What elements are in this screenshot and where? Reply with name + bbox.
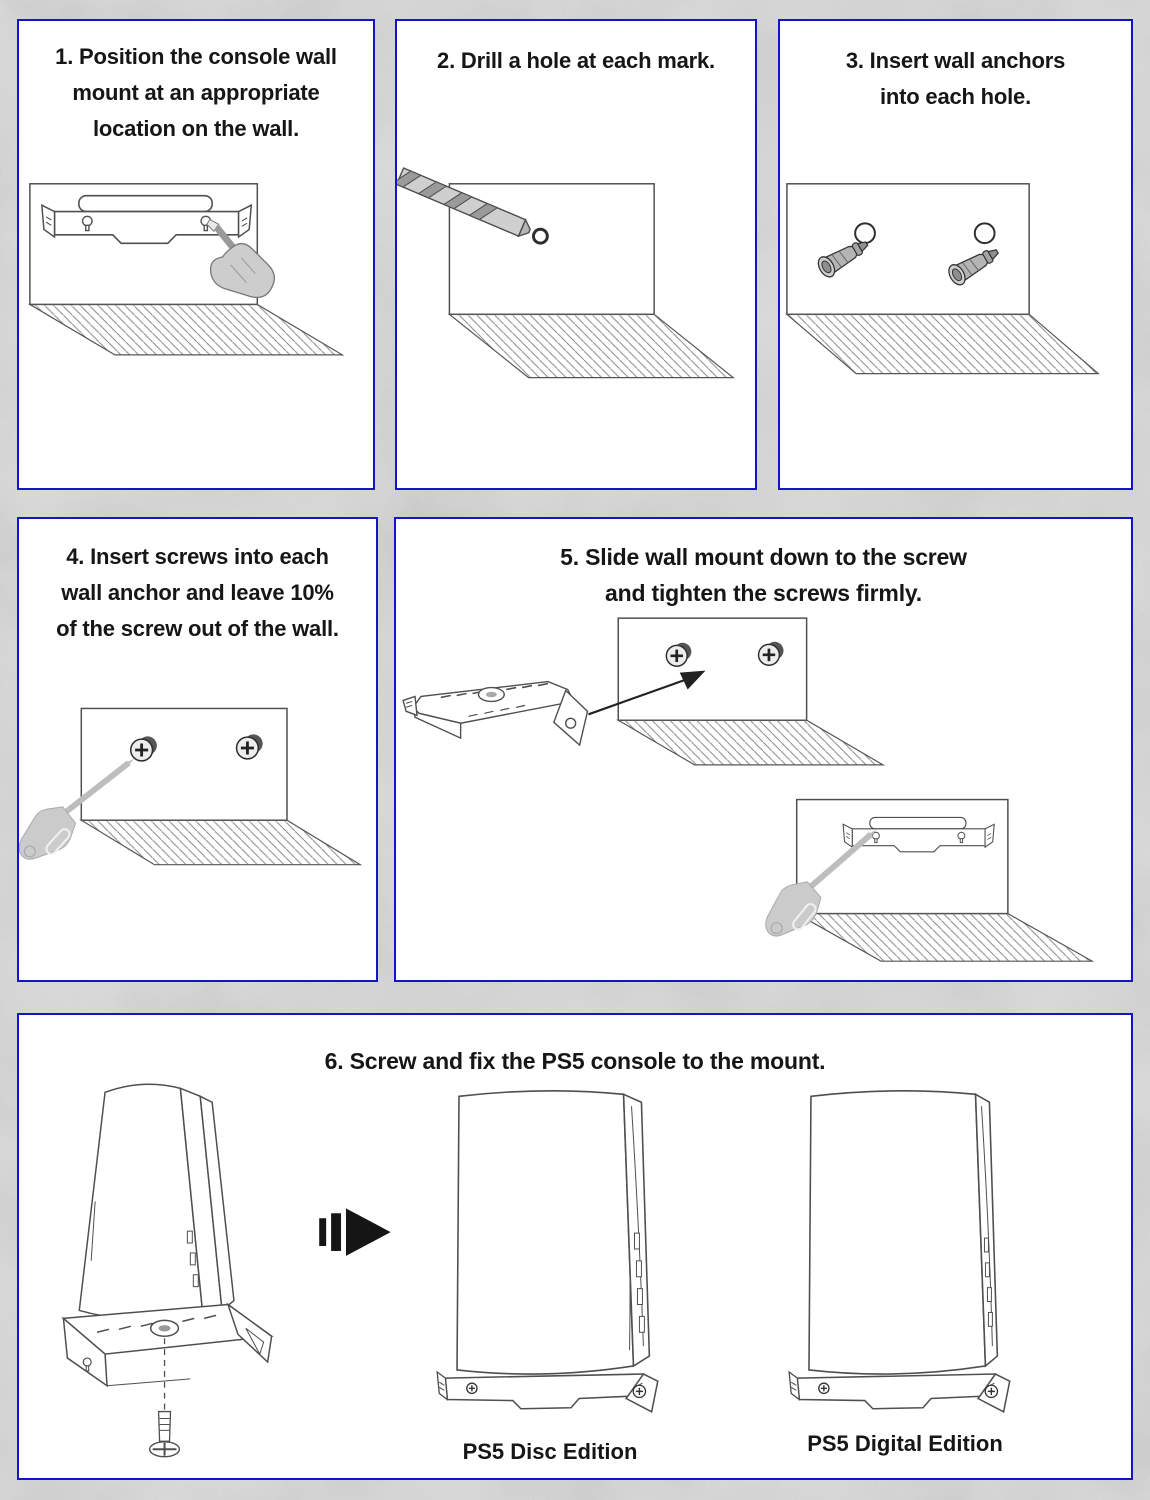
step-4-panel (17, 517, 378, 982)
step-5-caption (396, 539, 1131, 611)
step-2-panel (395, 19, 757, 490)
step-1-panel (17, 19, 375, 490)
caption-line: and tighten the screws firmly. (605, 580, 922, 606)
caption-line: 5. Slide wall mount down to the screw (560, 544, 967, 570)
caption-line: 1. Position the console wall (55, 44, 337, 69)
wall (618, 618, 806, 720)
step-6-illustration (19, 1015, 1131, 1478)
mount-screw-icon (150, 1412, 180, 1457)
step-1-caption (19, 39, 373, 147)
caption-line: into each hole. (879, 84, 1032, 109)
step-6-caption (19, 1043, 1131, 1079)
caption-line: of the screw out of the wall. (56, 616, 339, 641)
fast-forward-arrow-icon (319, 1208, 390, 1256)
caption-line: 4. Insert screws into each (66, 544, 329, 569)
console-on-mount-3d (63, 1084, 271, 1456)
step-5-panel (394, 517, 1133, 982)
step-4-caption (19, 539, 376, 647)
step-2-caption (397, 43, 755, 79)
caption-line: 3. Insert wall anchors (845, 48, 1066, 73)
caption-line: 6. Screw and fix the PS5 console to the mount. (324, 1048, 826, 1074)
ps5-digital-edition-label: PS5 Digital Edition (807, 1431, 1003, 1456)
ps5-disc-edition-label: PS5 Disc Edition (462, 1439, 638, 1464)
wall (797, 800, 1008, 914)
caption-line: wall anchor and leave 10% (61, 580, 334, 605)
ps5-disc-edition-console (437, 1091, 658, 1412)
floor-hatch (30, 304, 342, 354)
floor-hatch (787, 314, 1098, 373)
step-6-panel (17, 1013, 1133, 1480)
wall (81, 708, 287, 820)
hole (855, 223, 875, 243)
step-3-caption (780, 43, 1131, 115)
hole (975, 223, 995, 243)
step-3-panel (778, 19, 1133, 490)
wall (787, 184, 1029, 315)
caption-line: location on the wall. (92, 116, 300, 141)
floor-hatch (618, 720, 883, 765)
ps5-digital-edition-console (789, 1091, 1010, 1412)
step-2-illustration (397, 21, 755, 488)
floor-hatch (449, 314, 733, 377)
caption-line: 2. Drill a hole at each mark. (437, 48, 715, 73)
caption-line: mount at an appropriate (72, 80, 320, 105)
floor-hatch (797, 914, 1092, 962)
drilled-hole (533, 229, 547, 243)
floor-hatch (81, 820, 360, 865)
wall-mount-bracket-3d (403, 682, 587, 745)
